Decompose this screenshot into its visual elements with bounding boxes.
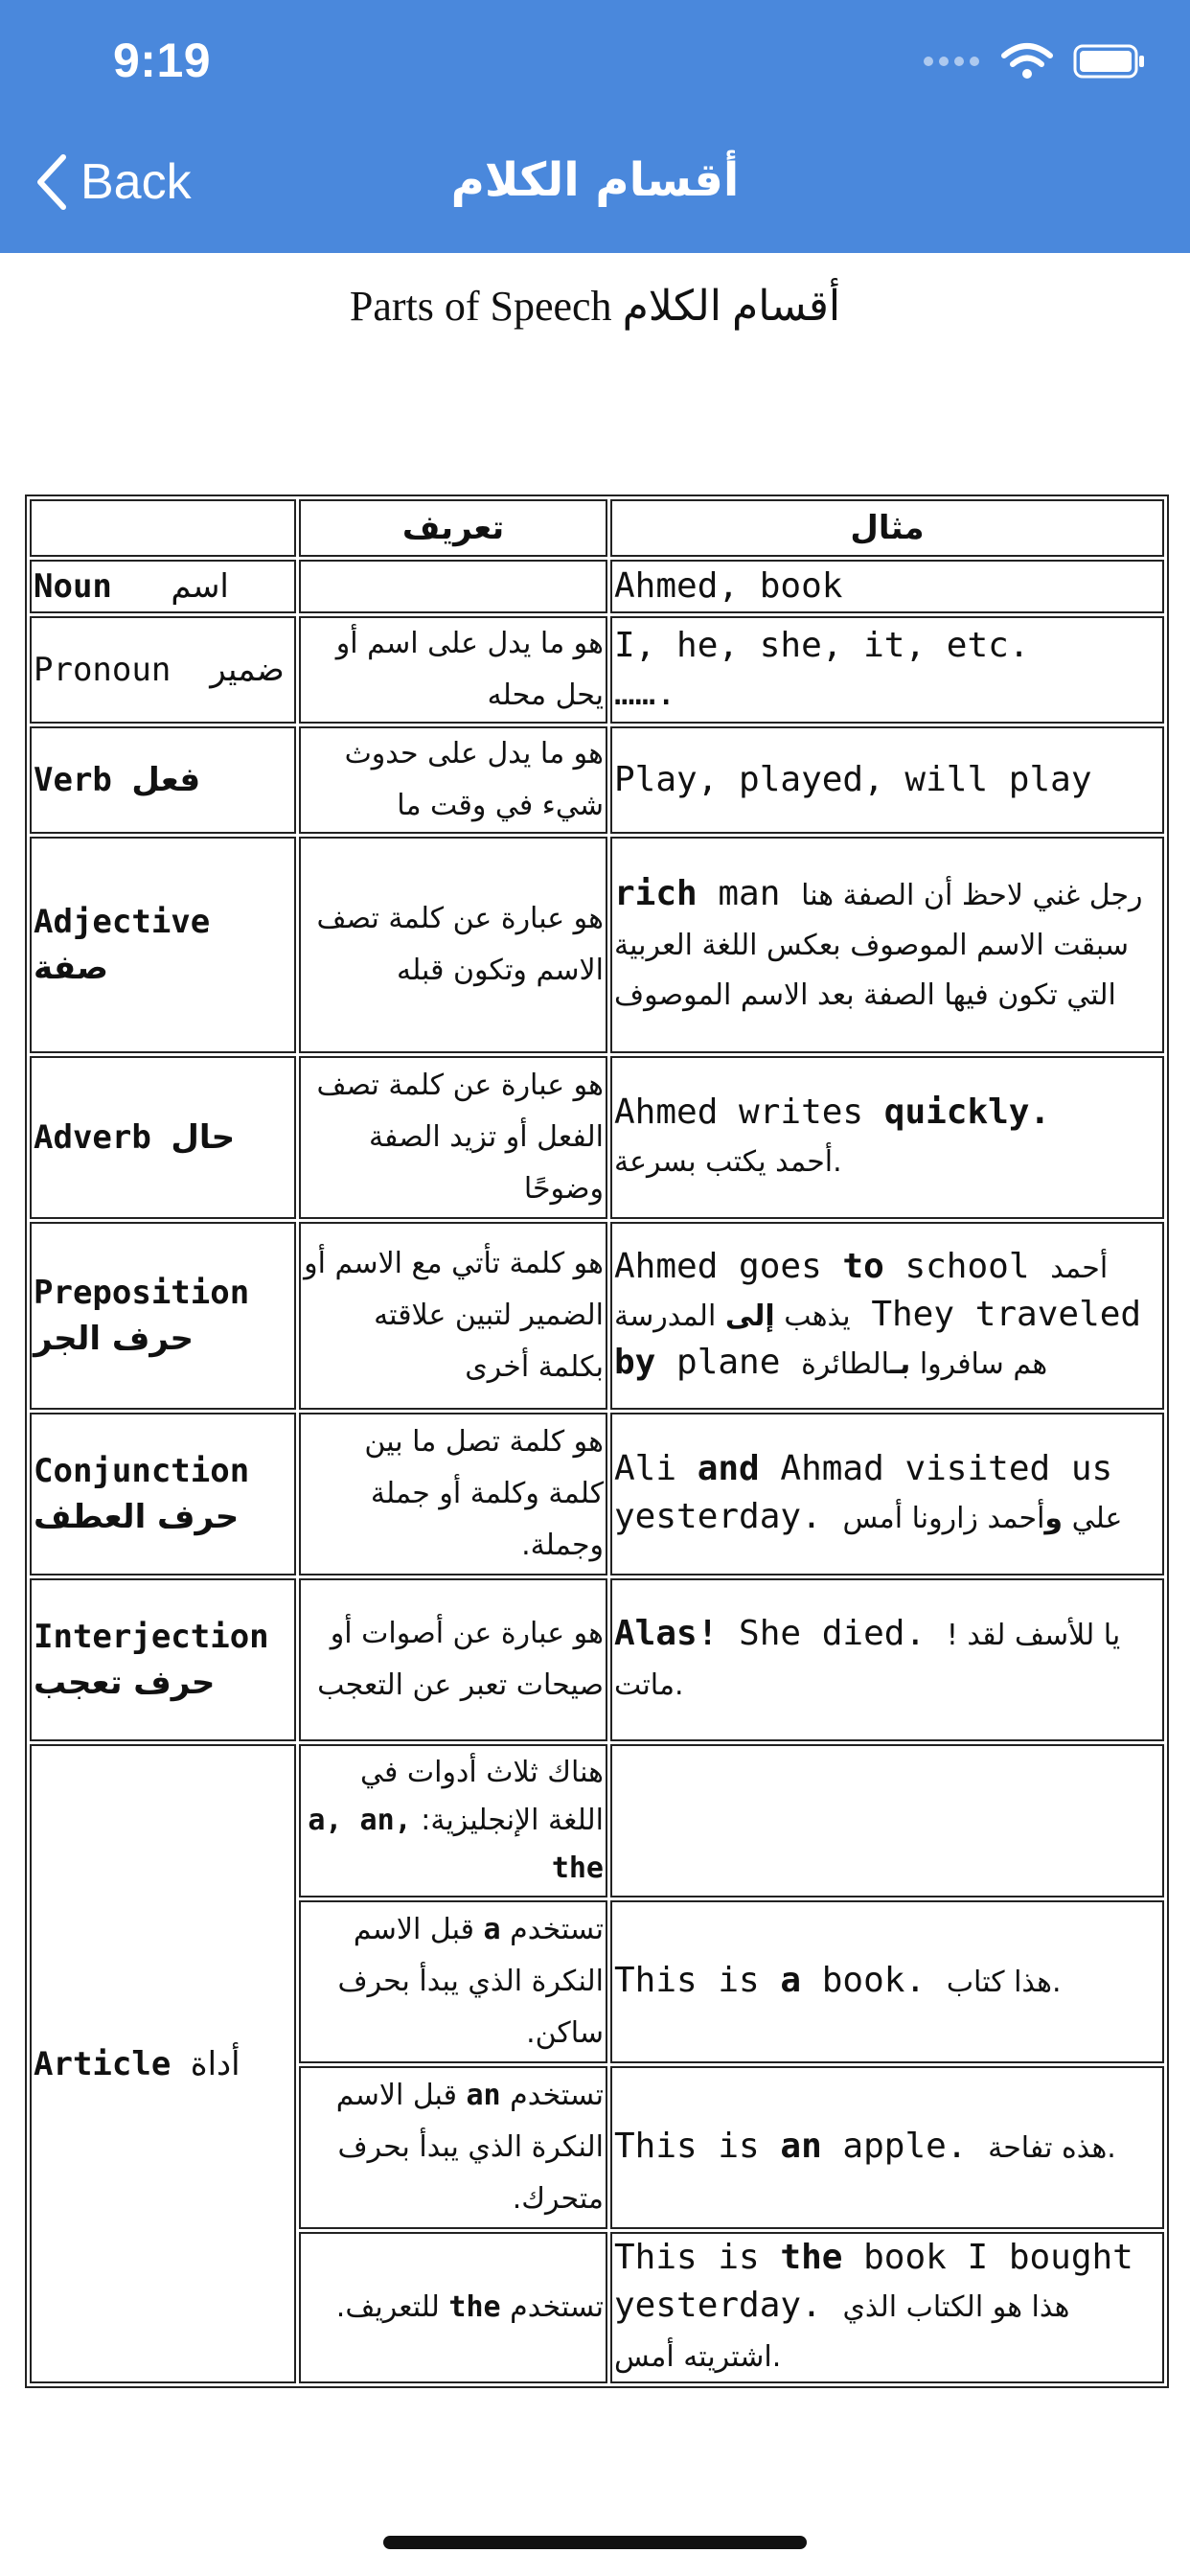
term-cell: Verb فعل xyxy=(30,726,296,834)
parts-of-speech-table xyxy=(25,494,1169,2388)
back-button[interactable] xyxy=(34,153,192,211)
wifi-icon xyxy=(1000,42,1054,80)
definition-cell: هو كلمة تأتي مع الاسم أو الضمير لتبين علاقته بكلمة أخرى xyxy=(299,1222,607,1410)
term-cell: Adverb حال xyxy=(30,1056,296,1219)
definition-cell: هناك ثلاث أدوات في اللغة الإنجليزية: a, an, the xyxy=(299,1744,607,1898)
definition-cell: تستخدم the للتعريف. xyxy=(299,2232,607,2383)
example-cell: Ahmed, book xyxy=(610,560,1164,613)
example-cell: This is the book I bought yesterday. هذا هو الكتاب الذي اشتريته أمس. xyxy=(610,2232,1164,2383)
table-row-noun xyxy=(30,560,1164,613)
term-cell: Preposition حرف الجر xyxy=(30,1222,296,1410)
table-row-adverb xyxy=(30,1056,1164,1219)
document-title: Parts of Speech أقسام الكلام xyxy=(349,283,841,330)
example-cell: I, he, she, it, etc. ……. xyxy=(610,616,1164,724)
status-time: 9:19 xyxy=(113,34,212,87)
definition-cell: هو عبارة عن كلمة تصف الفعل أو تزيد الصفة وضوحًا xyxy=(299,1056,607,1219)
navigation-header xyxy=(0,0,1190,253)
term-cell: Adjective صفة xyxy=(30,837,296,1053)
table-row-conjunction xyxy=(30,1413,1164,1576)
example-cell: This is an apple. هذه تفاحة. xyxy=(610,2066,1164,2229)
example-cell: rich man رجل غني لاحظ أن الصفة هنا سبقت الاسم الموصوف بعكس اللغة العربية التي تكون فيها الصفة بعد الاسم الموصوف xyxy=(610,837,1164,1053)
table-row-article xyxy=(30,1744,1164,1898)
term-cell: Noun اسم xyxy=(30,560,296,613)
table-row-verb xyxy=(30,726,1164,834)
definition-cell: هو كلمة تصل ما بين كلمة وكلمة أو جملة وجملة. xyxy=(299,1413,607,1576)
definition-cell: تستخدم an قبل الاسم النكرة الذي يبدأ بحرف متحرك. xyxy=(299,2066,607,2229)
definition-cell: هو ما يدل على حدوث شيء في وقت ما xyxy=(299,726,607,834)
definition-cell: تستخدم a قبل الاسم النكرة الذي يبدأ بحرف ساكن. xyxy=(299,1900,607,2063)
definition-cell xyxy=(299,560,607,613)
signal-dots-icon xyxy=(924,57,979,66)
example-cell: This is a book. هذا كتاب. xyxy=(610,1900,1164,2063)
table-row-adjective xyxy=(30,837,1164,1053)
header-term xyxy=(30,499,296,557)
definition-cell: هو عبارة عن أصوات أو صيحات تعبر عن التعجب xyxy=(299,1578,607,1741)
example-cell xyxy=(610,1744,1164,1898)
definition-cell: هو عبارة عن كلمة تصف الاسم وتكون قبله xyxy=(299,837,607,1053)
example-cell: Ali and Ahmad visited us yesterday. علي وأحمد زارونا أمس xyxy=(610,1413,1164,1576)
battery-icon xyxy=(1073,44,1146,79)
example-cell: Ahmed writes quickly. أحمد يكتب بسرعة. xyxy=(610,1056,1164,1219)
example-cell: Ahmed goes to school أحمد يذهب إلى المدرسة They traveled by plane هم سافروا بـالطائرة xyxy=(610,1222,1164,1410)
example-cell: Play, played, will play xyxy=(610,726,1164,834)
term-cell: Conjunction حرف العطف xyxy=(30,1413,296,1576)
header-definition: تعريف xyxy=(299,499,607,557)
header-example: مثال xyxy=(610,499,1164,557)
term-cell: Interjection حرف تعجب xyxy=(30,1578,296,1741)
table-row-interjection xyxy=(30,1578,1164,1741)
table-row-pronoun xyxy=(30,616,1164,724)
table-header-row xyxy=(30,499,1164,557)
table-row-preposition xyxy=(30,1222,1164,1410)
term-cell: Article أداة xyxy=(30,1744,296,2383)
example-cell: Alas! She died. ! يا للأسف لقد ماتت. xyxy=(610,1578,1164,1741)
status-icons xyxy=(924,42,1146,80)
definition-cell: هو ما يدل على اسم أو يحل محله xyxy=(299,616,607,724)
back-label: Back xyxy=(80,154,192,210)
home-indicator xyxy=(383,2536,807,2549)
term-cell: Pronoun ضمير xyxy=(30,616,296,724)
nav-title: أقسام الكلام xyxy=(450,153,740,207)
chevron-left-icon xyxy=(34,153,67,211)
